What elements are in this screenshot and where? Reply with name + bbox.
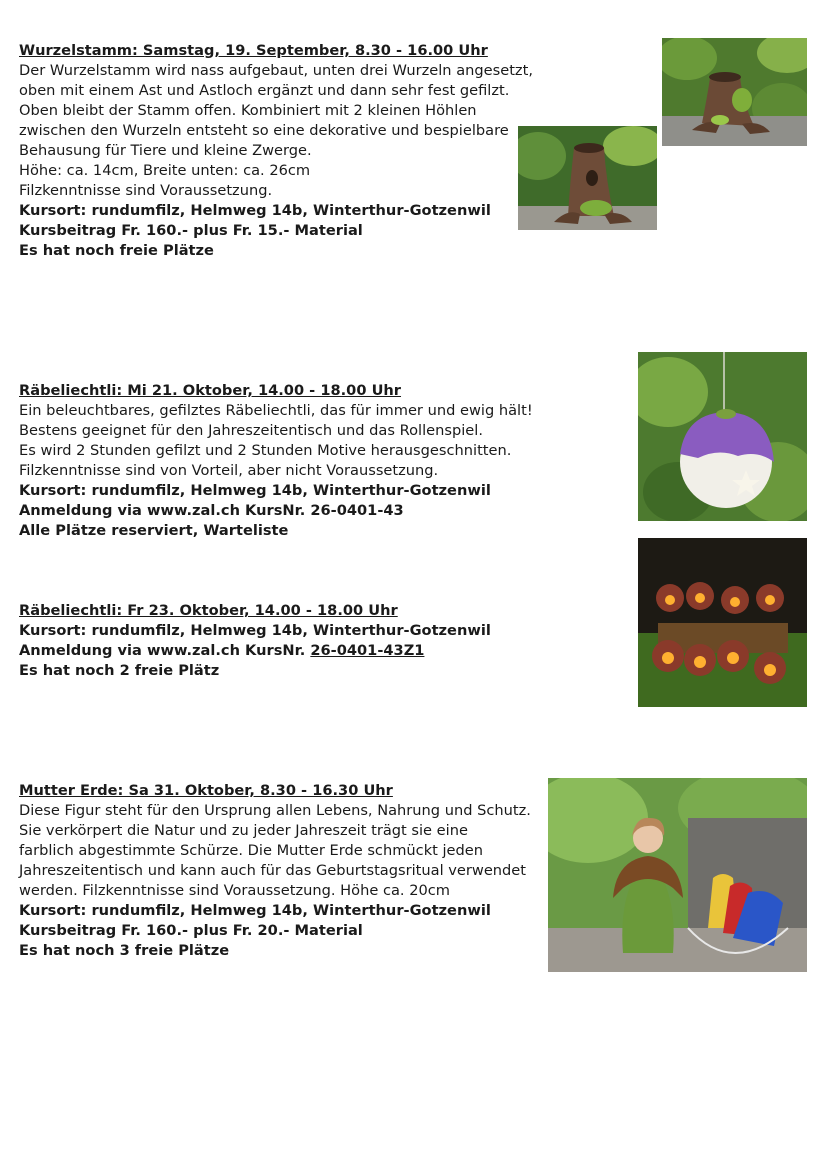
description-line: Höhe: ca. 14cm, Breite unten: ca. 26cm bbox=[19, 162, 311, 179]
description-line: werden. Filzkenntnisse sind Voraussetzung. Höhe ca. 20cm bbox=[19, 882, 450, 899]
description-line: Filzkenntnisse sind Voraussetzung. bbox=[19, 182, 273, 199]
photo-raebeliechtli-group bbox=[638, 538, 807, 707]
registration-prefix: Anmeldung via www.zal.ch KursNr. bbox=[19, 642, 311, 659]
description-line: Der Wurzelstamm wird nass aufgebaut, unten drei Wurzeln angesetzt, bbox=[19, 62, 533, 79]
description-line: zwischen den Wurzeln entsteht so eine dekorative und bespielbare bbox=[19, 122, 509, 139]
course-registration: Anmeldung via www.zal.ch KursNr. 26-0401-43 bbox=[19, 502, 404, 519]
course-wurzelstamm bbox=[19, 41, 533, 261]
course-number-link[interactable]: 26-0401-43Z1 bbox=[310, 642, 425, 659]
course-status: Alle Plätze reserviert, Warteliste bbox=[19, 522, 289, 539]
description-line: Oben bleibt der Stamm offen. Kombiniert mit 2 kleinen Höhlen bbox=[19, 102, 477, 119]
course-location: Kursort: rundumfilz, Helmweg 14b, Winterthur-Gotzenwil bbox=[19, 622, 491, 639]
course-title: Mutter Erde: Sa 31. Oktober, 8.30 - 16.30 Uhr bbox=[19, 782, 393, 799]
course-title: Wurzelstamm: Samstag, 19. September, 8.30 - 16.00 Uhr bbox=[19, 42, 488, 59]
description-line: Bestens geeignet für den Jahreszeitentisch und das Rollenspiel. bbox=[19, 422, 483, 439]
course-fee: Kursbeitrag Fr. 160.- plus Fr. 20.- Material bbox=[19, 922, 363, 939]
description-line: farblich abgestimmte Schürze. Die Mutter Erde schmückt jeden bbox=[19, 842, 484, 859]
description-line: Diese Figur steht für den Ursprung allen Lebens, Nahrung und Schutz. bbox=[19, 802, 531, 819]
description-line: Behausung für Tiere und kleine Zwerge. bbox=[19, 142, 312, 159]
course-status: Es hat noch freie Plätze bbox=[19, 242, 214, 259]
description-line: Es wird 2 Stunden gefilzt und 2 Stunden Motive herausgeschnitten. bbox=[19, 442, 512, 459]
course-status: Es hat noch 3 freie Plätze bbox=[19, 942, 230, 959]
photo-mutter-erde bbox=[548, 778, 807, 972]
course-title: Räbeliechtli: Fr 23. Oktober, 14.00 - 18.00 Uhr bbox=[19, 602, 398, 619]
description-line: Ein beleuchtbares, gefilztes Räbeliechtli, das für immer und ewig hält! bbox=[19, 402, 533, 419]
course-title: Räbeliechtli: Mi 21. Oktober, 14.00 - 18.00 Uhr bbox=[19, 382, 402, 399]
course-mutter-erde bbox=[19, 781, 531, 961]
description-line: Jahreszeitentisch und kann auch für das Geburtstagsritual verwendet bbox=[19, 862, 527, 879]
course-status: Es hat noch 2 freie Plätz bbox=[19, 662, 220, 679]
course-location: Kursort: rundumfilz, Helmweg 14b, Winterthur-Gotzenwil bbox=[19, 902, 491, 919]
description-line: oben mit einem Ast und Astloch ergänzt und dann sehr fest gefilzt. bbox=[19, 82, 510, 99]
course-location: Kursort: rundumfilz, Helmweg 14b, Winterthur-Gotzenwil bbox=[19, 482, 491, 499]
course-registration bbox=[19, 641, 491, 661]
description-line: Filzkenntnisse sind von Vorteil, aber nicht Voraussetzung. bbox=[19, 462, 439, 479]
course-raebeliechtli-fr bbox=[19, 601, 491, 681]
photo-wurzelstamm-1 bbox=[662, 38, 807, 146]
description-line: Sie verkörpert die Natur und zu jeder Jahreszeit trägt sie eine bbox=[19, 822, 468, 839]
course-raebeliechtli-mi bbox=[19, 381, 533, 541]
photo-wurzelstamm-2 bbox=[518, 126, 657, 230]
photo-raebeliechtli-single bbox=[638, 352, 807, 521]
course-location: Kursort: rundumfilz, Helmweg 14b, Winterthur-Gotzenwil bbox=[19, 202, 491, 219]
course-fee: Kursbeitrag Fr. 160.- plus Fr. 15.- Material bbox=[19, 222, 363, 239]
